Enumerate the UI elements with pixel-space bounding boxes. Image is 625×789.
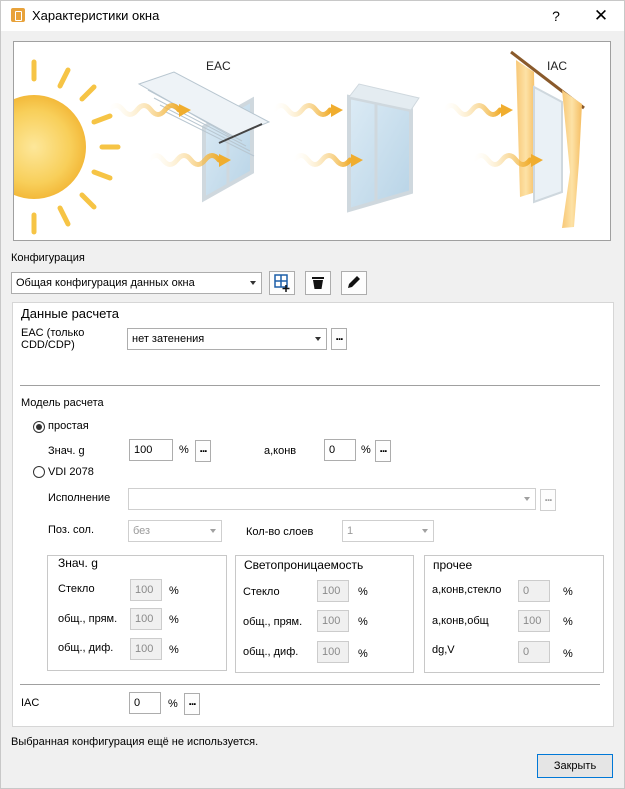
group-g-row-label: общ., диф. bbox=[58, 642, 114, 654]
g-input[interactable]: 100 bbox=[129, 439, 173, 461]
separator bbox=[20, 385, 600, 386]
group-g-row-label: Стекло bbox=[58, 583, 95, 595]
group-light-row-unit: % bbox=[358, 616, 368, 628]
sun-pos-value: без bbox=[133, 525, 151, 537]
group-other-title: прочее bbox=[433, 558, 473, 572]
radio-vdi-label: VDI 2078 bbox=[48, 466, 94, 478]
app-icon bbox=[11, 8, 25, 22]
group-light-row-unit: % bbox=[358, 586, 368, 598]
g-unit: % bbox=[179, 444, 189, 456]
group-g-row-label: общ., прям. bbox=[58, 613, 118, 625]
exec-more-button[interactable]: ... bbox=[540, 489, 556, 511]
shading-illustration bbox=[14, 42, 611, 241]
config-select-value: Общая конфигурация данных окна bbox=[16, 277, 195, 289]
heat-arrows bbox=[109, 106, 530, 165]
iac-label: IAC bbox=[547, 59, 568, 73]
group-light-row-label: Стекло bbox=[243, 586, 280, 598]
eac-field-label: EAC (только CDD/CDP) bbox=[21, 327, 85, 351]
add-grid-icon bbox=[270, 272, 294, 294]
group-other-row-unit: % bbox=[563, 648, 573, 660]
edit-icon bbox=[342, 272, 366, 294]
group-other-row-input[interactable]: 0 bbox=[518, 580, 550, 602]
chevron-down-icon bbox=[422, 529, 428, 533]
group-light-row-label: общ., диф. bbox=[243, 646, 299, 658]
group-g-row-unit: % bbox=[169, 644, 179, 656]
group-light-row-input[interactable]: 100 bbox=[317, 641, 349, 663]
group-light-row-input[interactable]: 100 bbox=[317, 610, 349, 632]
layers-select[interactable] bbox=[342, 520, 434, 542]
group-other-row-label: a,конв,стекло bbox=[432, 584, 502, 596]
g-more-button[interactable]: ... bbox=[195, 440, 211, 462]
group-other-row-unit: % bbox=[563, 616, 573, 628]
eac-select[interactable] bbox=[127, 328, 327, 350]
config-select[interactable] bbox=[11, 272, 262, 294]
exec-select[interactable] bbox=[128, 488, 536, 510]
eac-select-value: нет затенения bbox=[132, 333, 205, 345]
window-title: Характеристики окна bbox=[32, 8, 160, 23]
group-g-row-input[interactable]: 100 bbox=[130, 579, 162, 601]
close-icon[interactable]: ✕ bbox=[593, 6, 609, 25]
window-iac-icon bbox=[511, 52, 584, 228]
layers-value: 1 bbox=[347, 525, 354, 537]
a-conv-more-button[interactable]: ... bbox=[375, 440, 391, 462]
illustration bbox=[13, 41, 611, 241]
group-g-row-input[interactable]: 100 bbox=[130, 608, 162, 630]
model-title: Модель расчета bbox=[21, 397, 104, 409]
group-g-title: Знач. g bbox=[58, 556, 98, 570]
add-config-button[interactable] bbox=[269, 271, 295, 295]
eac-more-button[interactable]: ... bbox=[331, 328, 347, 350]
iac-more-button[interactable]: ... bbox=[184, 693, 200, 715]
iac-field-label: IAC bbox=[21, 697, 40, 709]
group-g-row-input[interactable]: 100 bbox=[130, 638, 162, 660]
a-conv-unit: % bbox=[361, 444, 371, 456]
iac-input[interactable]: 0 bbox=[129, 692, 161, 714]
window-plain-icon bbox=[349, 84, 419, 210]
group-other-row-unit: % bbox=[563, 586, 573, 598]
group-light-row-input[interactable]: 100 bbox=[317, 580, 349, 602]
delete-icon bbox=[306, 272, 330, 294]
a-conv-label: a,конв bbox=[264, 445, 297, 457]
group-g-row-unit: % bbox=[169, 614, 179, 626]
sun-pos-select[interactable] bbox=[128, 520, 222, 542]
radio-simple-label: простая bbox=[48, 420, 89, 432]
group-light-title: Светопроницаемость bbox=[244, 558, 364, 572]
eac-label: EAC bbox=[206, 59, 231, 73]
group-other-row-label: a,конв,общ bbox=[432, 615, 489, 627]
delete-config-button[interactable] bbox=[305, 271, 331, 295]
g-label: Знач. g bbox=[48, 445, 85, 457]
sun-icon bbox=[14, 62, 118, 232]
radio-vdi[interactable] bbox=[33, 466, 45, 478]
group-other-row-input[interactable]: 0 bbox=[518, 641, 550, 663]
group-other-row-input[interactable]: 100 bbox=[518, 610, 550, 632]
chevron-down-icon bbox=[210, 529, 216, 533]
config-label: Конфигурация bbox=[11, 252, 85, 264]
calc-title: Данные расчета bbox=[21, 306, 120, 321]
separator bbox=[20, 684, 600, 685]
sun-pos-label: Поз. сол. bbox=[48, 524, 95, 536]
chevron-down-icon bbox=[315, 337, 321, 341]
radio-simple[interactable] bbox=[33, 421, 45, 433]
exec-label: Исполнение bbox=[48, 492, 111, 504]
group-light-row-label: общ., прям. bbox=[243, 616, 303, 628]
group-light-row-unit: % bbox=[358, 648, 368, 660]
group-g-row-unit: % bbox=[169, 585, 179, 597]
help-button[interactable]: ? bbox=[552, 8, 560, 24]
group-other-row-label: dg,V bbox=[432, 644, 455, 656]
window-eac-icon bbox=[139, 72, 269, 199]
layers-label: Кол-во слоев bbox=[246, 526, 314, 538]
iac-unit: % bbox=[168, 698, 178, 710]
edit-config-button[interactable] bbox=[341, 271, 367, 295]
close-button[interactable]: Закрыть bbox=[537, 754, 613, 778]
chevron-down-icon bbox=[524, 497, 530, 501]
a-conv-input[interactable]: 0 bbox=[324, 439, 356, 461]
status-text: Выбранная конфигурация ещё не используется. bbox=[11, 736, 259, 748]
chevron-down-icon bbox=[250, 281, 256, 285]
